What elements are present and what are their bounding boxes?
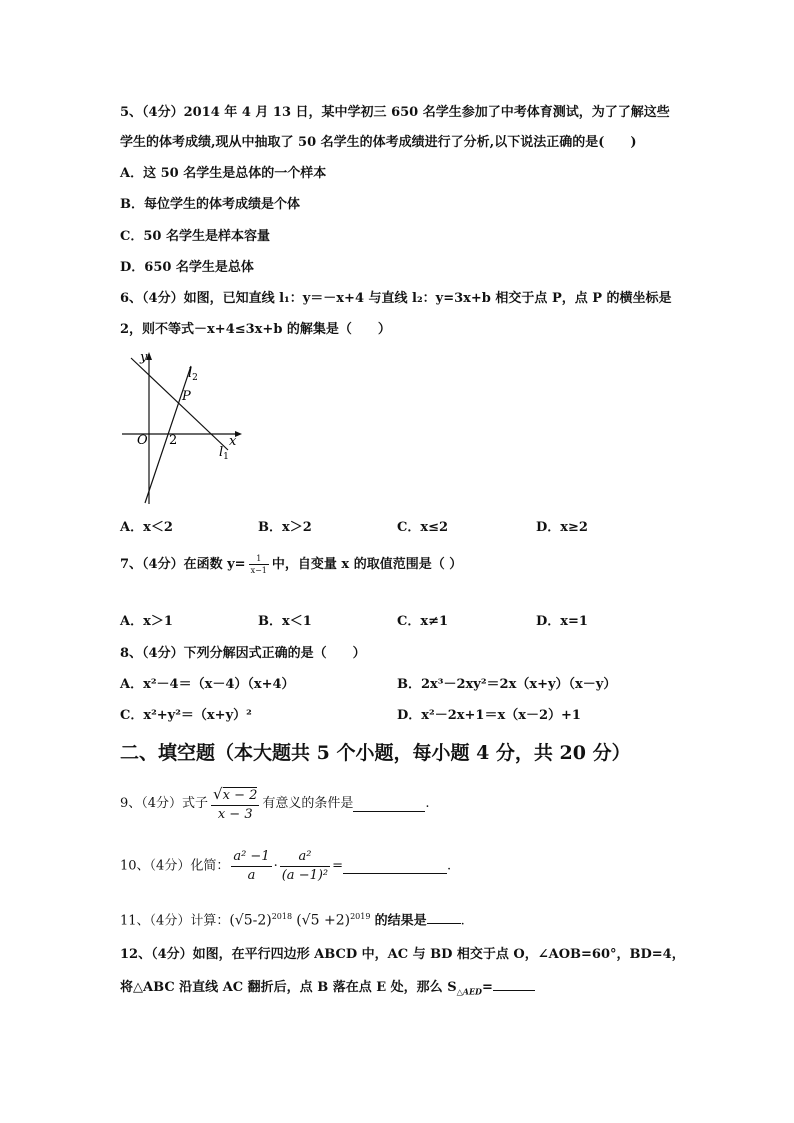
q11-stem — [120, 907, 465, 931]
q7-stem — [120, 553, 462, 576]
section-heading: 二、填空题（本大题共 5 个小题，每小题 4 分，共 20 分） — [120, 742, 631, 764]
q10-fraction-1-den: a — [247, 868, 256, 883]
q9-end: . — [425, 796, 430, 811]
q5-option-b: B．每位学生的体考成绩是个体 — [120, 197, 300, 212]
q8-stem: 8、（4分）下列分解因式正确的是（ ） — [120, 646, 366, 661]
q5-stem-line1: 5、（4分）2014 年 4 月 13 日，某中学初三 650 名学生参加了中考体育测试，为了了解这些 — [120, 105, 670, 120]
q11-end: . — [460, 913, 465, 929]
q12-eq: = — [482, 980, 493, 995]
q11-exp-1: 2018 — [271, 912, 293, 921]
q9-post: 有意义的条件是 — [262, 796, 354, 811]
q7-fraction — [249, 553, 269, 576]
q9-fraction-num: x − 2 — [222, 788, 258, 803]
q11-pre: 11、（4分）计算： — [120, 913, 230, 929]
y-axis-label: y — [140, 350, 148, 365]
q11-base-1: (√5-2) — [229, 912, 272, 929]
q12-stem-line2: 将△ABC 沿直线 AC 翻折后，点 B 落在点 E 处，那么 S — [120, 980, 457, 995]
q8-option-a: A．x²－4＝（x－4）（x+4） — [120, 677, 295, 692]
origin-label: O — [137, 433, 148, 448]
q12-answer-blank[interactable] — [493, 977, 535, 991]
q5-option-a: A．这 50 名学生是总体的一个样本 — [120, 166, 327, 181]
q7-option-d: D．x=1 — [536, 614, 588, 629]
q5-option-d: D．650 名学生是总体 — [120, 260, 254, 275]
q6-stem-line1: 6、（4分）如图，已知直线 l₁：y＝－x+4 与直线 l₂：y=3x+b 相交于点 P，点 P 的横坐标是 — [120, 291, 672, 306]
q11-answer-blank[interactable] — [427, 910, 461, 924]
q7-post: 中，自变量 x 的取值范围是（ ） — [271, 557, 463, 572]
q12-stem-line1: 12、（4分）如图，在平行四边形 ABCD 中，AC 与 BD 相交于点 O，∠AOB=60°，BD=4， — [120, 947, 685, 962]
q7-option-a: A．x＞1 — [120, 614, 173, 629]
q10-dot: · — [273, 858, 278, 874]
q8-option-d: D．x²－2x+1＝x（x－2）+1 — [397, 708, 581, 723]
q6-option-c: C．x≤2 — [397, 520, 449, 535]
q10-fraction-1-num: a² −1 — [231, 848, 271, 867]
q10-fraction-2-den: (a −1)² — [281, 868, 329, 883]
q7-option-b: B．x＜1 — [258, 614, 312, 629]
l2-label-sub: 2 — [192, 373, 198, 383]
point-p-label: P — [182, 389, 191, 404]
q7-fraction-den: x−1 — [250, 566, 267, 575]
q6-graph — [118, 348, 248, 506]
q6-stem-line2: 2，则不等式－x+4≤3x+b 的解集是（ ） — [120, 322, 391, 337]
q9-fraction-num-wrap — [211, 784, 259, 806]
q7-option-c: C．x≠1 — [397, 614, 449, 629]
q9-fraction-den: x − 3 — [217, 807, 253, 822]
q9-fraction — [211, 784, 259, 824]
q10-stem — [120, 848, 451, 885]
tick-label-2: 2 — [169, 433, 178, 448]
q9-stem — [120, 784, 430, 824]
l2-label — [188, 366, 198, 383]
l1-label — [219, 445, 229, 462]
q8-option-c: C．x²+y²＝（x+y）² — [120, 708, 252, 723]
x-axis-label: x — [229, 434, 237, 449]
q12-sub: △AED — [456, 986, 482, 997]
l2-label-main: l — [188, 366, 193, 381]
l1-label-main: l — [219, 445, 224, 460]
q7-fraction-num: 1 — [249, 553, 269, 565]
q10-end: . — [447, 858, 452, 874]
q11-post: 的结果是 — [374, 913, 427, 929]
l1-label-sub: 1 — [223, 452, 229, 462]
q10-fraction-2-num: a² — [280, 848, 330, 867]
q12-stem-line2-wrap — [120, 977, 535, 1001]
q10-answer-blank[interactable] — [343, 859, 447, 874]
sqrt-icon: √ — [213, 785, 223, 803]
q5-option-c: C．50 名学生是样本容量 — [120, 229, 270, 244]
q9-pre: 9、（4分）式子 — [120, 796, 209, 811]
q10-fraction-1 — [231, 848, 271, 885]
q10-pre: 10、（4分）化简： — [120, 858, 230, 874]
q7-pre: 7、（4分）在函数 y= — [120, 557, 246, 572]
q5-stem-line2: 学生的体考成绩,现从中抽取了 50 名学生的体考成绩进行了分析,以下说法正确的是( ) — [120, 135, 637, 150]
q11-exp-2: 2019 — [350, 912, 371, 921]
q6-option-b: B．x＞2 — [258, 520, 312, 535]
q6-option-a: A．x＜2 — [120, 520, 173, 535]
q6-option-d: D．x≥2 — [536, 520, 588, 535]
q8-option-b: B．2x³－2xy²＝2x（x+y）（x－y） — [397, 677, 617, 692]
q10-fraction-2 — [280, 848, 330, 885]
q10-eq: = — [332, 858, 344, 874]
q9-answer-blank[interactable] — [353, 797, 425, 812]
q11-base-2: (√5 +2) — [296, 912, 351, 929]
